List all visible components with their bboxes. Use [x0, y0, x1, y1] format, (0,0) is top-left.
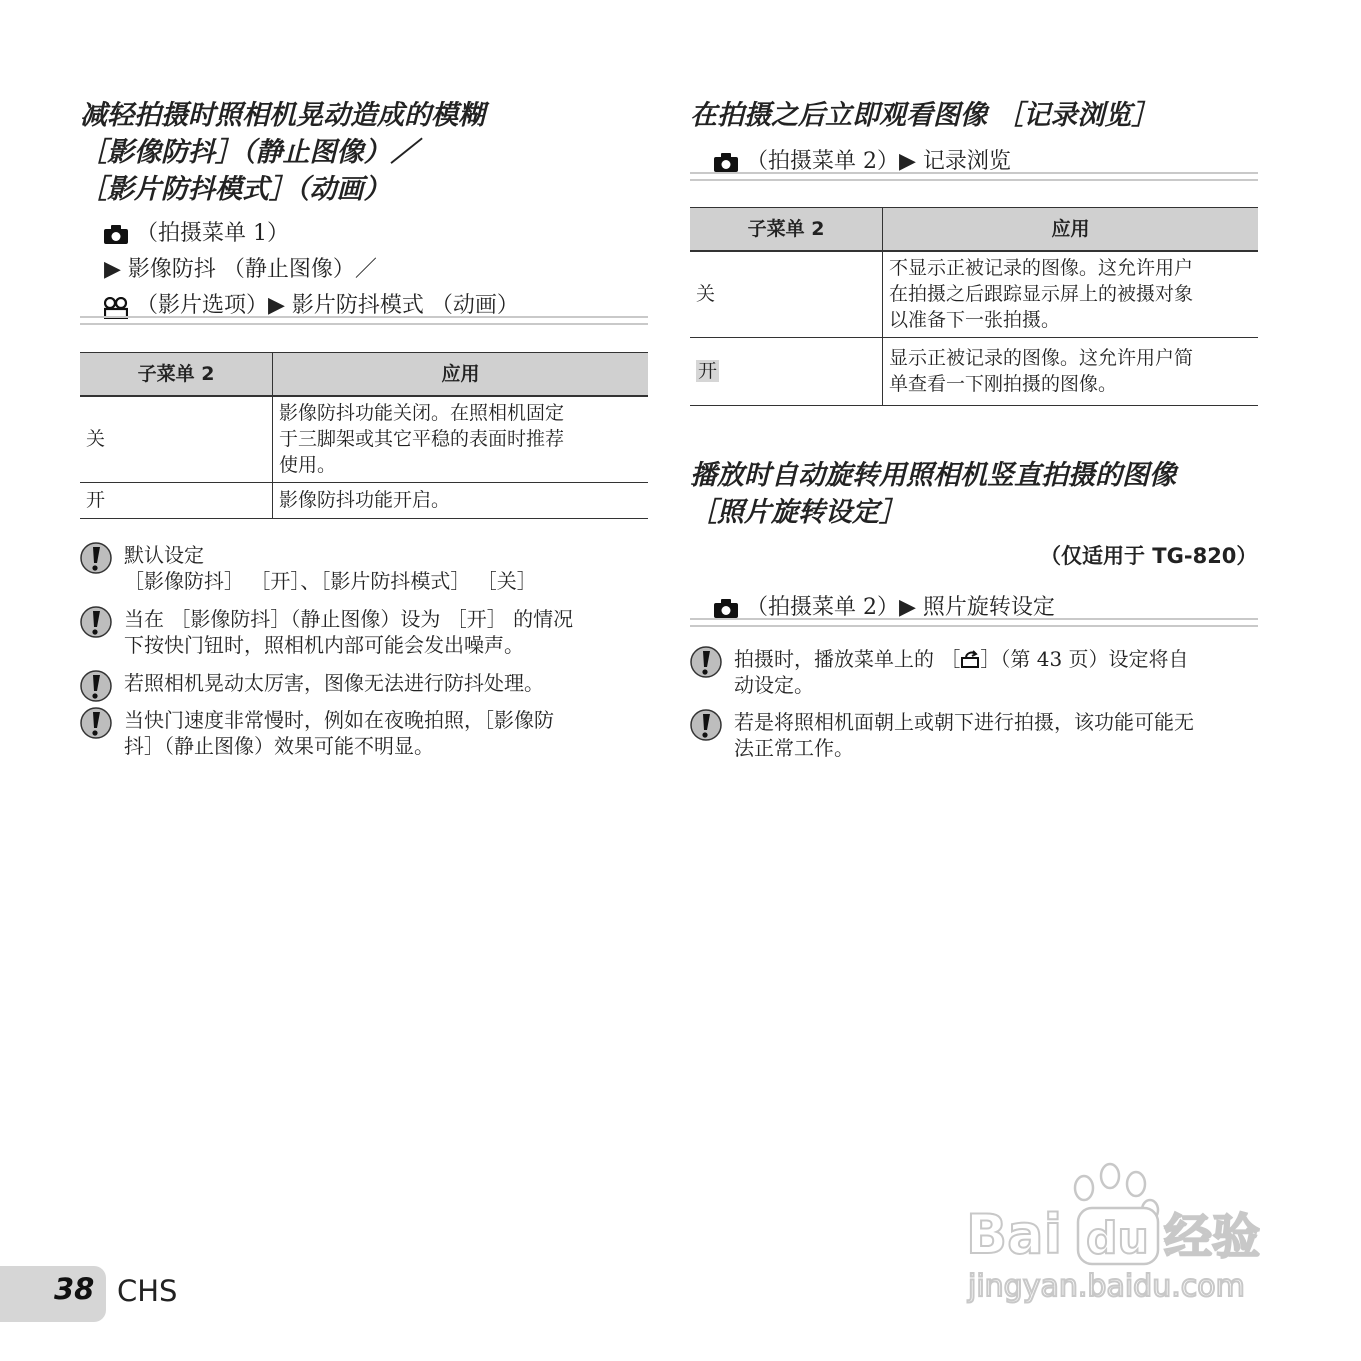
table-desc: 不显示正被记录的图像。这允许用户 在拍摄之后跟踪显示屏上的被摄对象 以准备下一张拍摄。	[883, 251, 1259, 337]
table-option: 开	[698, 360, 718, 382]
table-header-submenu: 子菜单 2	[690, 208, 883, 252]
left-heading	[80, 97, 485, 208]
right-settings-table	[690, 207, 1258, 406]
table-row	[690, 251, 1258, 337]
caution-icon	[80, 542, 112, 574]
watermark-brand-2: du	[1086, 1213, 1149, 1264]
language-code: CHS	[117, 1274, 178, 1308]
caution-icon	[690, 709, 722, 741]
table-row	[80, 482, 648, 518]
right-note-1: 拍摄时，播放菜单上的 ［ ］（第 43 页）设定将自 动设定。	[690, 646, 1260, 698]
left-path-line-3: （影片选项）▶ 影片防抖模式 （动画）	[136, 293, 519, 318]
camera-icon	[714, 599, 738, 618]
caution-icon	[80, 707, 112, 739]
right-path-rule-1	[690, 172, 1258, 181]
caution-icon	[80, 670, 112, 702]
table-row	[80, 396, 648, 482]
left-heading-line-3: ［影片防抖模式］（动画）	[80, 174, 391, 205]
table-header-apply: 应用	[883, 208, 1259, 252]
page-number: 38	[54, 1272, 95, 1306]
model-note: （仅适用于 TG-820）	[1040, 544, 1258, 568]
table-header-apply: 应用	[273, 353, 649, 397]
left-note-3: 若照相机晃动太厉害，图像无法进行防抖处理。	[80, 670, 650, 696]
left-heading-line-1: 减轻拍摄时照相机晃动造成的模糊	[80, 100, 485, 131]
baidu-watermark	[960, 1158, 1290, 1308]
left-menu-path	[104, 216, 519, 324]
rotate-icon	[960, 650, 980, 668]
camera-icon	[104, 225, 128, 244]
movie-icon	[104, 297, 128, 316]
table-desc: 影像防抖功能开启。	[273, 482, 649, 518]
left-note-4: 当快门速度非常慢时，例如在夜晚拍照，［影像防 抖］（静止图像）效果可能不明显。	[80, 707, 650, 759]
right-heading-1: 在拍摄之后立即观看图像 ［记录浏览］	[690, 100, 1159, 131]
table-option: 关	[80, 396, 273, 482]
caution-icon	[80, 606, 112, 638]
left-path-line-1: （拍摄菜单 1）	[136, 221, 289, 246]
left-note-2: 当在 ［影像防抖］（静止图像）设为 ［开］ 的情况 下按快门钮时，照相机内部可能会发出噪声。	[80, 606, 650, 658]
caution-icon	[690, 646, 722, 678]
table-row	[690, 337, 1258, 405]
table-desc: 显示正被记录的图像。这允许用户简 单查看一下刚拍摄的图像。	[883, 337, 1259, 405]
watermark-brand: Bai	[966, 1203, 1063, 1266]
right-menu-path-1: （拍摄菜单 2）▶ 记录浏览	[714, 144, 1011, 180]
left-path-line-2: ▶ 影像防抖 （静止图像）／	[104, 257, 377, 282]
camera-icon	[714, 153, 738, 172]
table-option: 开	[80, 482, 273, 518]
table-option: 关	[690, 251, 883, 337]
watermark-url: jingyan.baidu.com	[968, 1269, 1245, 1304]
left-settings-table	[80, 352, 648, 519]
right-note-2: 若是将照相机面朝上或朝下进行拍摄，该功能可能无 法正常工作。	[690, 709, 1260, 761]
right-path-rule-2	[690, 618, 1258, 627]
right-menu-path-2: （拍摄菜单 2）▶ 照片旋转设定	[714, 590, 1055, 626]
right-heading-2: 播放时自动旋转用照相机竖直拍摄的图像 ［照片旋转设定］	[690, 460, 1176, 528]
table-desc: 影像防抖功能关闭。在照相机固定 于三脚架或其它平稳的表面时推荐 使用。	[273, 396, 649, 482]
left-path-rule	[80, 316, 648, 325]
table-header-submenu: 子菜单 2	[80, 353, 273, 397]
watermark-cn: 经验	[1164, 1209, 1261, 1265]
left-heading-line-2: ［影像防抖］（静止图像）／	[80, 137, 418, 168]
left-note-1: 默认设定 ［影像防抖］ ［开］、［影片防抖模式］ ［关］	[80, 542, 650, 594]
